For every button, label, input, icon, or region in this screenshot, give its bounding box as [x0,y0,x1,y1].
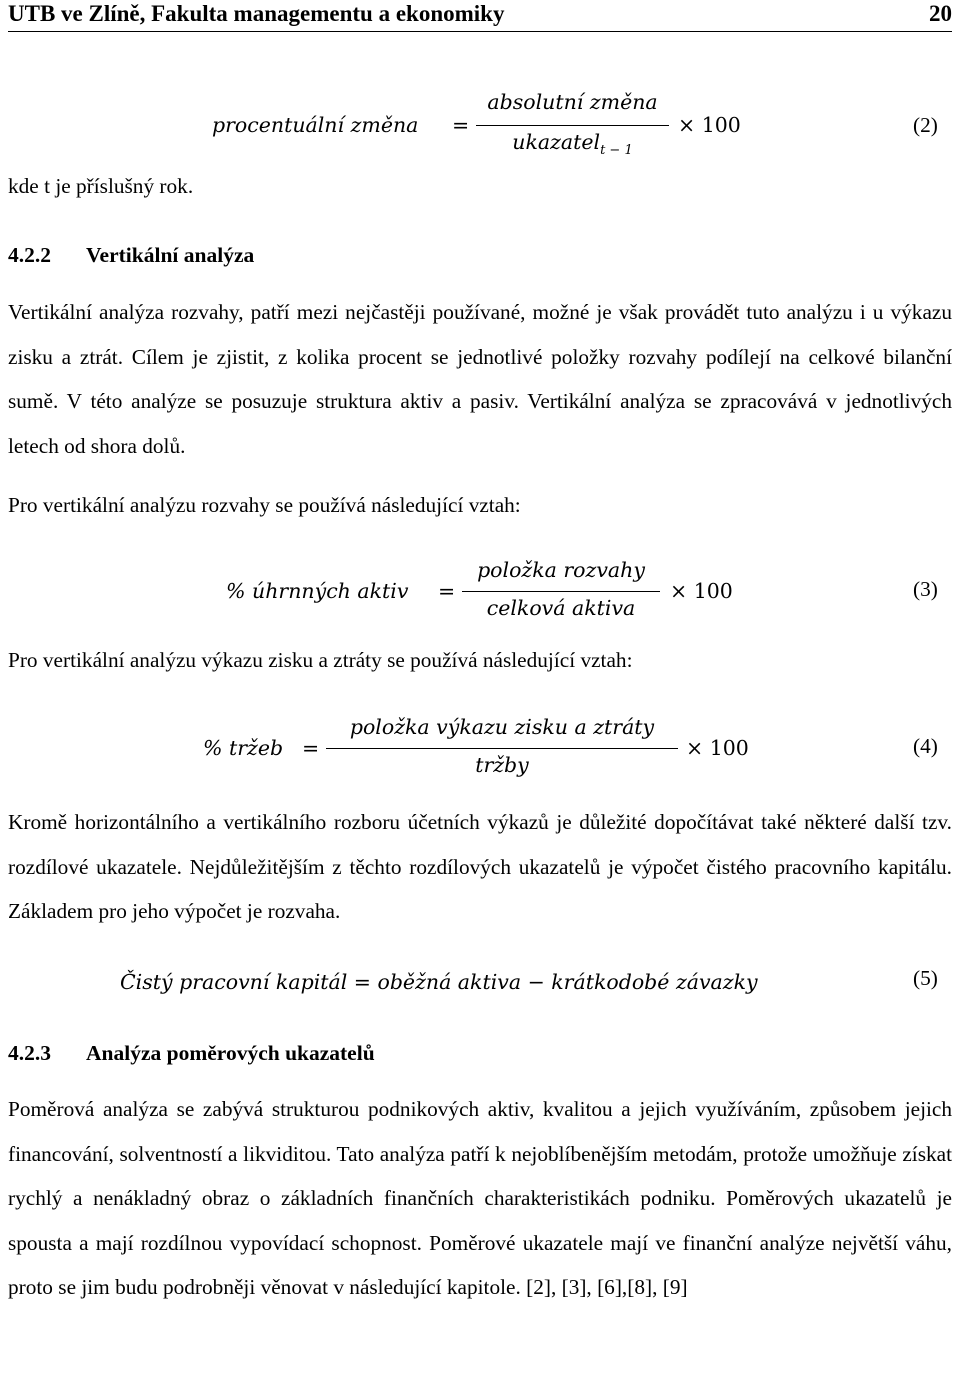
paragraph-pl-formula-intro: Pro vertikální analýzu výkazu zisku a ztráty se používá následující vztah: [8,648,633,672]
eq3-fraction [462,556,660,626]
eq4-number: (4) [913,734,938,758]
eq4-denominator: tržby [475,753,529,777]
eq2-number: (2) [913,113,938,137]
eq5-expression: Čistý pracovní kapitál = oběžná aktiva − krátkodobé závazky [120,970,758,994]
paragraph-differential-indicators: Kromě horizontálního a vertikálního rozboru účetních výkazů je důležité dopočítávat také některé další tzv. rozdílové ukazatele. Nejdůležitějším z těchto rozdílových ukazatelů je výpočet čistého pracovního kapitálu. Základem pro jeho výpočet je rozvaha. [8,810,952,924]
eq2-equals: = [452,113,470,137]
eq4-lhs: % tržeb [203,736,284,760]
eq4-fraction [326,713,678,783]
header-rule [8,31,952,32]
eq2-fraction [476,88,669,158]
eq3-denominator: celková aktiva [486,596,636,620]
header-title: UTB ve Zlíně, Fakulta managementu a ekonomiky [8,1,505,26]
section-title: Analýza poměrových ukazatelů [86,1041,375,1065]
eq2-lhs: procentuální změna [212,113,419,137]
eq3-equals: = [438,579,456,603]
section-heading-4-2-3 [8,1031,375,1076]
eq4-fraction-bar [326,748,678,749]
eq2-fraction-bar [476,125,669,126]
page-number: 20 [929,1,952,26]
section-title: Vertikální analýza [86,243,255,267]
eq5-number: (5) [913,966,938,990]
section-number: 4.2.2 [8,243,51,267]
eq2-times-100: × 100 [678,113,741,137]
paragraph-ratio-analysis: Poměrová analýza se zabývá strukturou podnikových aktiv, kvalitou a jejich využíváním, způsobem jejich financování, solventností a likviditou. Tato analýza patří k nejoblíbenějším metodám, protože umožňuje získat rychlý a nenákladný obraz o základních finančních charakteristikách podniku. Poměrových ukazatelů je spousta a mají rozdílnou vypovídací schopnost. Poměrové ukazatele mají ve finanční analýze největší váhu, proto se jim budu podrobněji věnovat v následující kapitole. [2], [3], [6],[8], [9] [8,1097,952,1300]
running-header [8,0,952,30]
eq4-equals: = [302,736,320,760]
eq3-numerator: položka rozvahy [477,558,645,582]
eq2-denominator: ukazatel$_{t - 1}$ [512,130,633,159]
section-heading-4-2-2 [8,233,254,278]
paragraph-balance-formula-intro: Pro vertikální analýzu rozvahy se používá následující vztah: [8,493,521,517]
eq2-numerator: absolutní změna [487,90,658,114]
eq3-fraction-bar [462,591,660,592]
eq3-times-100: × 100 [670,579,733,603]
paragraph-vertical-intro: Vertikální analýza rozvahy, patří mezi nejčastěji používané, možné je však provádět tuto analýzu i u výkazu zisku a ztrát. Cílem je zjistit, z kolika procent se jednotlivé položky rozvahy podílejí na celkové bilanční sumě. V této analýze se posuzuje struktura aktiv a pasiv. Vertikální analýza se zpracovává v jednotlivých letech od shora dolů. [8,300,952,458]
eq4-numerator: položka výkazu zisku a ztráty [349,715,655,739]
eq3-number: (3) [913,577,938,601]
eq2-note: kde t je příslušný rok. [8,174,194,198]
section-number: 4.2.3 [8,1041,51,1065]
eq3-lhs: % úhrnných aktiv [226,579,409,603]
eq4-times-100: × 100 [686,736,749,760]
